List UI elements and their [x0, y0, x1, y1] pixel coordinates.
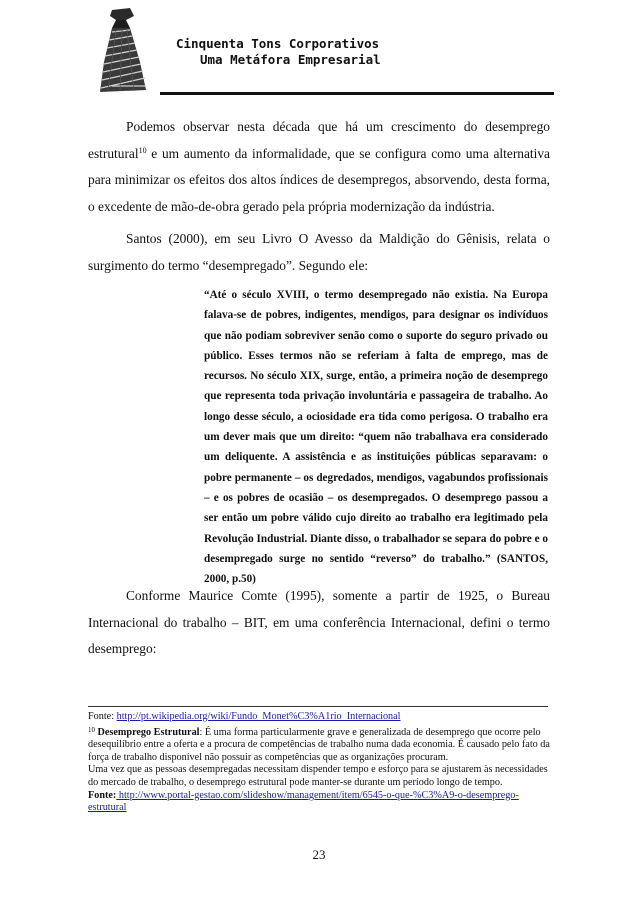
header-title-line1: Cinquenta Tons Corporativos: [176, 36, 380, 51]
page-number: 23: [312, 847, 326, 862]
footnote-source: Fonte: http://pt.wikipedia.org/wiki/Fundo_Monet%C3%A1rio_Internacional: [88, 711, 401, 722]
paragraph-1: Podemos observar nesta década que há um crescimento do desemprego estrutural$^{10}$ e um aumento da informalidade, que se configura como uma alternativa para minimizar os efeitos dos altos índices de desempregos, absorvendo, desta forma, o excedente de mão-de-obra gerado pela própria modernização da indústria.: [88, 119, 550, 214]
footnote-divider: [88, 706, 548, 707]
footnote-10: $^{10}$ Desemprego Estrutural: É uma forma particularmente grave e generalizada de desemprego que ocorre pelo desequilíbrio entre a oferta e a procura de competências de trabalho numa dada economia. É causado pelo fato da força de trabalho disponível não possuir as competências que as organizações procuram.: [88, 725, 550, 763]
necktie-icon: [82, 6, 160, 94]
block-quote: “Até o século XVIII, o termo desempregado não existia. Na Europa falava-se de pobres, indigentes, mendigos, para designar os indivíduos que não podiam sobreviver senão como o suporte do seguro privado ou público. Esses termos não se referiam à falta de emprego, mas de recursos. No século XIX, surge, então, a primeira noção de desemprego que representa toda privação involuntária e passageira de trabalho. Ao longo desse século, a ociosidade era tida como perigosa. O trabalho era um dever mais que um direito: “quem não trabalhava era considerado um deliquente. A assistência e as instituições públicas separavam: o pobre permanente – os degredados, mendigos, vagabundos profissionais – e os pobres de ocasião – os desempregados. O desemprego passou a ser então um pobre válido cujo direito ao trabalho era legitimado pela Revolução Industrial. Diante disso, o trabalhador se separa do pobre e o desempregado surge no sentido “reverso” do trabalho.” (SANTOS, 2000, p.50): [204, 289, 548, 586]
paragraph-2: Santos (2000), em seu Livro O Avesso da Maldição do Gênisis, relata o surgimento do termo “desempregado”. Segundo ele:: [88, 231, 550, 273]
footnotes: [88, 711, 550, 815]
paragraph-3: Conforme Maurice Comte (1995), somente a partir de 1925, o Bureau Internacional do trabalho – BIT, em uma conferência Internacional, defini o termo desemprego:: [88, 588, 550, 656]
header-title: [176, 36, 381, 68]
footnote-source-link[interactable]: http://www.portal-gestao.com/slideshow/management/item/6545-o-que-%C3%A9-o-desemprego-estrutural: [88, 789, 519, 814]
header-title-line2: Uma Metáfora Empresarial: [200, 52, 381, 67]
footnote-10-continued: Uma vez que as pessoas desempregadas necessitam dispender tempo e esforço para se ajustarem às necessidades do mercado de trabalho, o desemprego estrutural pode manter-se durante um período longo de tempo.: [88, 764, 548, 788]
source-link[interactable]: http://pt.wikipedia.org/wiki/Fundo_Monet%C3%A1rio_Internacional: [116, 711, 401, 722]
header-divider: [160, 92, 554, 95]
footnote-ref: 10: [138, 145, 147, 155]
footnote-10-source: Fonte: http://www.portal-gestao.com/slideshow/management/item/6545-o-que-%C3%A9-o-desemprego-estrutural: [88, 789, 519, 814]
